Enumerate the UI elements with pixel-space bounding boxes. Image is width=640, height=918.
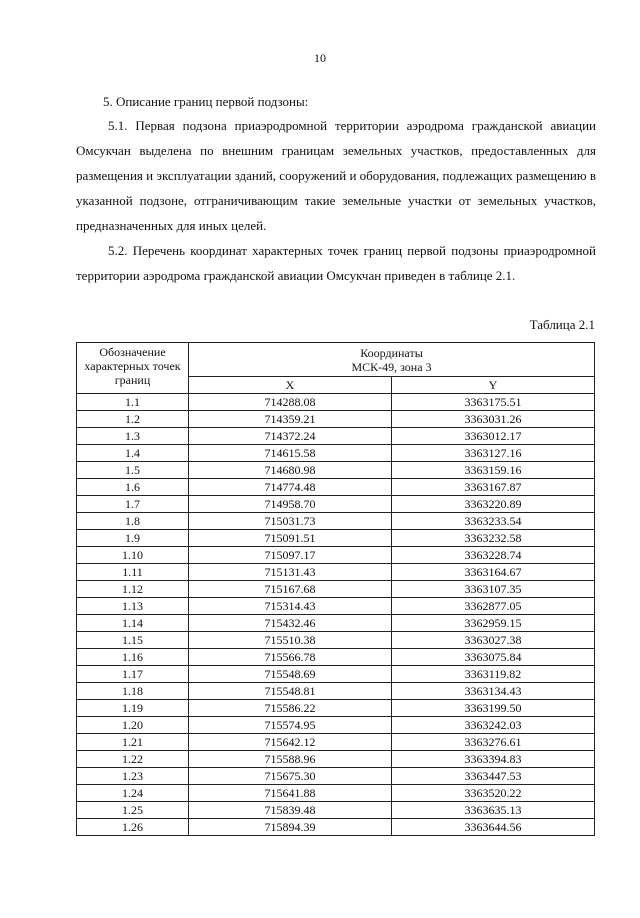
x-coordinate-cell: 715031.73 — [189, 513, 392, 530]
y-coordinate-cell: 3363164.67 — [392, 564, 595, 581]
paragraph-5-2-text: 5.2. Перечень координат характерных точек границ первой подзоны приаэродромной территории аэродрома гражданской авиации Омсукчан приведен в таблице 2.1. — [76, 243, 596, 283]
y-coordinate-cell: 3363012.17 — [392, 428, 595, 445]
point-id-cell: 1.5 — [77, 462, 189, 479]
x-coordinate-cell: 715588.96 — [189, 751, 392, 768]
x-coordinate-cell: 715097.17 — [189, 547, 392, 564]
point-id-cell: 1.20 — [77, 717, 189, 734]
point-id-cell: 1.25 — [77, 802, 189, 819]
table-caption: Таблица 2.1 — [529, 317, 595, 332]
x-coordinate-cell: 715091.51 — [189, 530, 392, 547]
y-coordinate-cell: 3363276.61 — [392, 734, 595, 751]
y-coordinate-cell: 3363075.84 — [392, 649, 595, 666]
x-coordinate-cell: 715548.81 — [189, 683, 392, 700]
table-row — [77, 547, 595, 564]
point-id-cell: 1.13 — [77, 598, 189, 615]
table-row — [77, 462, 595, 479]
table-row — [77, 411, 595, 428]
table-row — [77, 649, 595, 666]
table-row — [77, 598, 595, 615]
y-coordinate-cell: 3363175.51 — [392, 394, 595, 411]
point-id-cell: 1.14 — [77, 615, 189, 632]
x-coordinate-cell: 715566.78 — [189, 649, 392, 666]
y-coordinate-cell: 3363199.50 — [392, 700, 595, 717]
table-row — [77, 479, 595, 496]
point-id-cell: 1.2 — [77, 411, 189, 428]
point-id-cell: 1.21 — [77, 734, 189, 751]
page-number: 10 — [314, 51, 326, 65]
table-row — [77, 513, 595, 530]
point-id-cell: 1.7 — [77, 496, 189, 513]
point-id-cell: 1.24 — [77, 785, 189, 802]
point-id-cell: 1.11 — [77, 564, 189, 581]
x-coordinate-cell: 715675.30 — [189, 768, 392, 785]
table-row — [77, 683, 595, 700]
x-coordinate-cell: 715641.88 — [189, 785, 392, 802]
point-id-cell: 1.4 — [77, 445, 189, 462]
point-id-cell: 1.1 — [77, 394, 189, 411]
y-coordinate-cell: 3363167.87 — [392, 479, 595, 496]
table-row — [77, 530, 595, 547]
x-coordinate-cell: 714774.48 — [189, 479, 392, 496]
x-coordinate-cell: 714372.24 — [189, 428, 392, 445]
paragraph-5-1 — [76, 113, 596, 238]
x-coordinate-cell: 714288.08 — [189, 394, 392, 411]
y-coordinate-cell: 3363220.89 — [392, 496, 595, 513]
x-coordinate-cell: 715510.38 — [189, 632, 392, 649]
table-row — [77, 700, 595, 717]
point-id-cell: 1.18 — [77, 683, 189, 700]
point-id-cell: 1.22 — [77, 751, 189, 768]
y-coordinate-cell: 3363520.22 — [392, 785, 595, 802]
x-coordinate-cell: 715548.69 — [189, 666, 392, 683]
x-coordinate-cell: 715432.46 — [189, 615, 392, 632]
y-coordinate-cell: 3363232.58 — [392, 530, 595, 547]
header-coordinate-system: МСК-49, зона 3 — [351, 359, 432, 374]
y-coordinate-cell: 3363242.03 — [392, 717, 595, 734]
y-coordinate-cell: 3362877.05 — [392, 598, 595, 615]
paragraph-5-1-text: 5.1. Первая подзона приаэродромной территории аэродрома гражданской авиации Омсукчан выделена по внешним границам земельных участков, предоставленных для размещения и эксплуатации зданий, сооружений и оборудования, подлежащих размещению в указанной подзоне, отграничивающим такие земельные участки от земельных участков, предназначенных для иных целей. — [76, 118, 596, 233]
y-coordinate-cell: 3363635.13 — [392, 802, 595, 819]
table-row — [77, 785, 595, 802]
table-row — [77, 632, 595, 649]
header-y: Y — [392, 377, 595, 394]
x-coordinate-cell: 715642.12 — [189, 734, 392, 751]
y-coordinate-cell: 3363159.16 — [392, 462, 595, 479]
y-coordinate-cell: 3363447.53 — [392, 768, 595, 785]
table-row — [77, 751, 595, 768]
x-coordinate-cell: 715839.48 — [189, 802, 392, 819]
x-coordinate-cell: 715574.95 — [189, 717, 392, 734]
point-id-cell: 1.8 — [77, 513, 189, 530]
y-coordinate-cell: 3363134.43 — [392, 683, 595, 700]
point-id-cell: 1.15 — [77, 632, 189, 649]
x-coordinate-cell: 714615.58 — [189, 445, 392, 462]
table-row — [77, 802, 595, 819]
table-body — [77, 394, 595, 836]
point-id-cell: 1.23 — [77, 768, 189, 785]
point-id-cell: 1.26 — [77, 819, 189, 836]
table-row — [77, 615, 595, 632]
table-row — [77, 717, 595, 734]
point-id-cell: 1.9 — [77, 530, 189, 547]
table-row — [77, 768, 595, 785]
y-coordinate-cell: 3363228.74 — [392, 547, 595, 564]
table-row — [77, 496, 595, 513]
y-coordinate-cell: 3363027.38 — [392, 632, 595, 649]
table-row — [77, 564, 595, 581]
y-coordinate-cell: 3363119.82 — [392, 666, 595, 683]
coordinates-table — [76, 342, 595, 836]
x-coordinate-cell: 715894.39 — [189, 819, 392, 836]
table-row — [77, 394, 595, 411]
section-heading: 5. Описание границ первой подзоны: — [103, 94, 309, 109]
table-row — [77, 428, 595, 445]
header-coordinates — [189, 343, 595, 377]
point-id-cell: 1.10 — [77, 547, 189, 564]
header-x: X — [189, 377, 392, 394]
point-id-cell: 1.16 — [77, 649, 189, 666]
y-coordinate-cell: 3363644.56 — [392, 819, 595, 836]
y-coordinate-cell: 3363233.54 — [392, 513, 595, 530]
y-coordinate-cell: 3363107.35 — [392, 581, 595, 598]
point-id-cell: 1.12 — [77, 581, 189, 598]
x-coordinate-cell: 714359.21 — [189, 411, 392, 428]
x-coordinate-cell: 714958.70 — [189, 496, 392, 513]
x-coordinate-cell: 715131.43 — [189, 564, 392, 581]
x-coordinate-cell: 715586.22 — [189, 700, 392, 717]
y-coordinate-cell: 3363127.16 — [392, 445, 595, 462]
table-row — [77, 666, 595, 683]
y-coordinate-cell: 3363031.26 — [392, 411, 595, 428]
table-row — [77, 445, 595, 462]
x-coordinate-cell: 715314.43 — [189, 598, 392, 615]
table-row — [77, 581, 595, 598]
header-point-designation: Обозначение характерных точек границ — [77, 343, 189, 394]
x-coordinate-cell: 714680.98 — [189, 462, 392, 479]
table-row — [77, 819, 595, 836]
point-id-cell: 1.19 — [77, 700, 189, 717]
x-coordinate-cell: 715167.68 — [189, 581, 392, 598]
point-id-cell: 1.17 — [77, 666, 189, 683]
table-row — [77, 734, 595, 751]
y-coordinate-cell: 3363394.83 — [392, 751, 595, 768]
point-id-cell: 1.3 — [77, 428, 189, 445]
point-id-cell: 1.6 — [77, 479, 189, 496]
paragraph-5-2 — [76, 238, 596, 288]
header-coordinates-title: Координаты — [360, 345, 423, 360]
y-coordinate-cell: 3362959.15 — [392, 615, 595, 632]
